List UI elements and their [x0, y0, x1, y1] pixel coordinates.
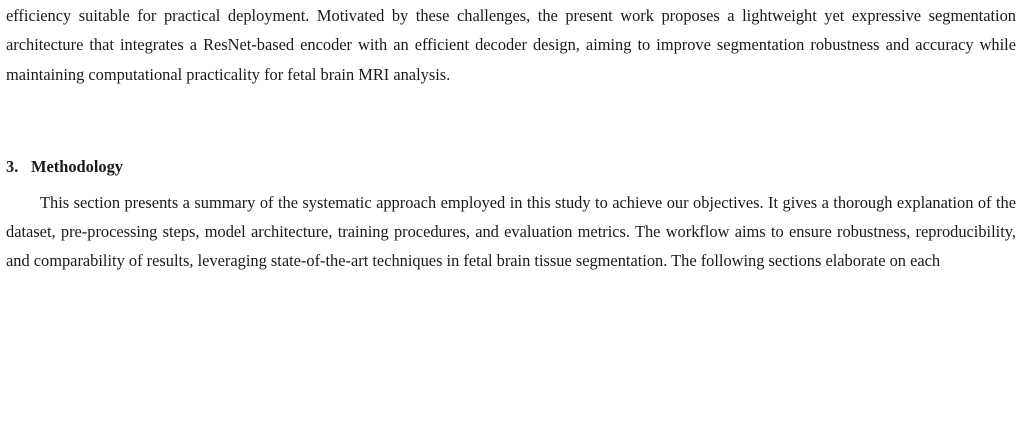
methodology-paragraph: This section presents a summary of the systematic approach employed in this study to achieve our objectives. It gives a thorough explanation of the dataset, pre-processing steps, model architecture, training procedures, and evaluation metrics. The workflow aims to ensure robustness, reproducibility, and comparability of results, leveraging state-of-the-art techniques in fetal brain tissue segmentation. The following sections elaborate on each: [6, 192, 1016, 271]
intro-paragraph: efficiency suitable for practical deployment. Motivated by these challenges, the present work proposes a lightweight yet expressive segmentation architecture that integrates a ResNet-based encoder with an efficient decoder design, aiming to improve segmentation robustness and accuracy while maintaining computational practicality for fetal brain MRI analysis.: [6, 6, 1016, 84]
section-title: Methodology: [31, 157, 123, 177]
document-page: [6, 1, 1016, 276]
section-heading: [6, 152, 1016, 181]
section-number: 3.: [6, 157, 19, 177]
